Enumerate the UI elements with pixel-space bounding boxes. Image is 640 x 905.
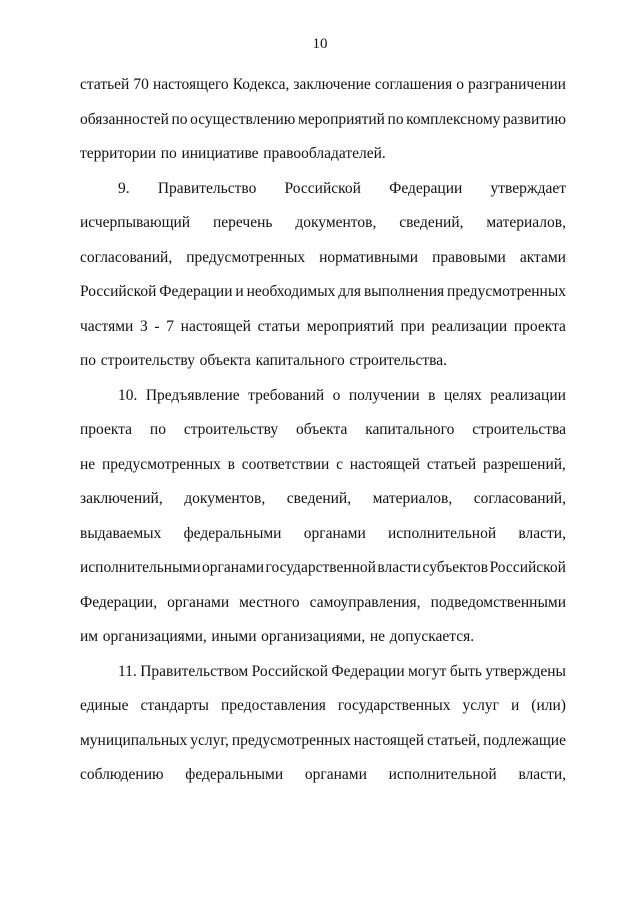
text-line: 10. Предъявление требований о получении в целях реализации [118,386,566,404]
text-line: заключений, документов, сведений, материалов, согласований, [80,490,566,507]
text-line: проекта по строительству объекта капитального строительства [80,421,566,438]
text-line: Федерации, органами местного самоуправления, подведомственными [80,593,566,611]
text-line: не предусмотренных в соответствии с настоящей статьей разрешений, [80,455,566,473]
text-line: статьей 70 настоящего Кодекса, заключение соглашения о разграничении [80,76,566,93]
text-line: 11. Правительством Российской Федерации могут быть утверждены [118,662,566,680]
text-line: единые стандарты предоставления государственных услуг и (или) [80,697,566,714]
page-number: 10 [312,36,328,52]
text-line: исполнительными органами государственной власти субъектов Российской [80,559,566,576]
text-line: по строительству объекта капитального строительства. [80,352,447,369]
text-line: согласований, предусмотренных нормативными правовыми актами [80,248,566,266]
text-line: частями 3 - 7 настоящей статьи мероприятий при реализации проекта [80,317,566,335]
text-line: Российской Федерации и необходимых для выполнения предусмотренных [80,283,566,300]
text-line: соблюдению федеральными органами исполнительной власти, [80,766,566,783]
document-body [80,68,566,793]
text-line: 9. Правительство Российской Федерации утверждает [118,179,566,197]
text-line: муниципальных услуг, предусмотренных настоящей статьей, подлежащие [80,731,566,749]
text-line: обязанностей по осуществлению мероприятий по комплексному развитию [80,110,566,128]
text-line: выдаваемых федеральными органами исполнительной власти, [80,524,566,542]
text-line: территории по инициативе правообладателей. [80,145,386,162]
text-line: им организациями, иными организациями, не допускается. [80,628,475,645]
text-line: исчерпывающий перечень документов, сведений, материалов, [80,214,566,231]
